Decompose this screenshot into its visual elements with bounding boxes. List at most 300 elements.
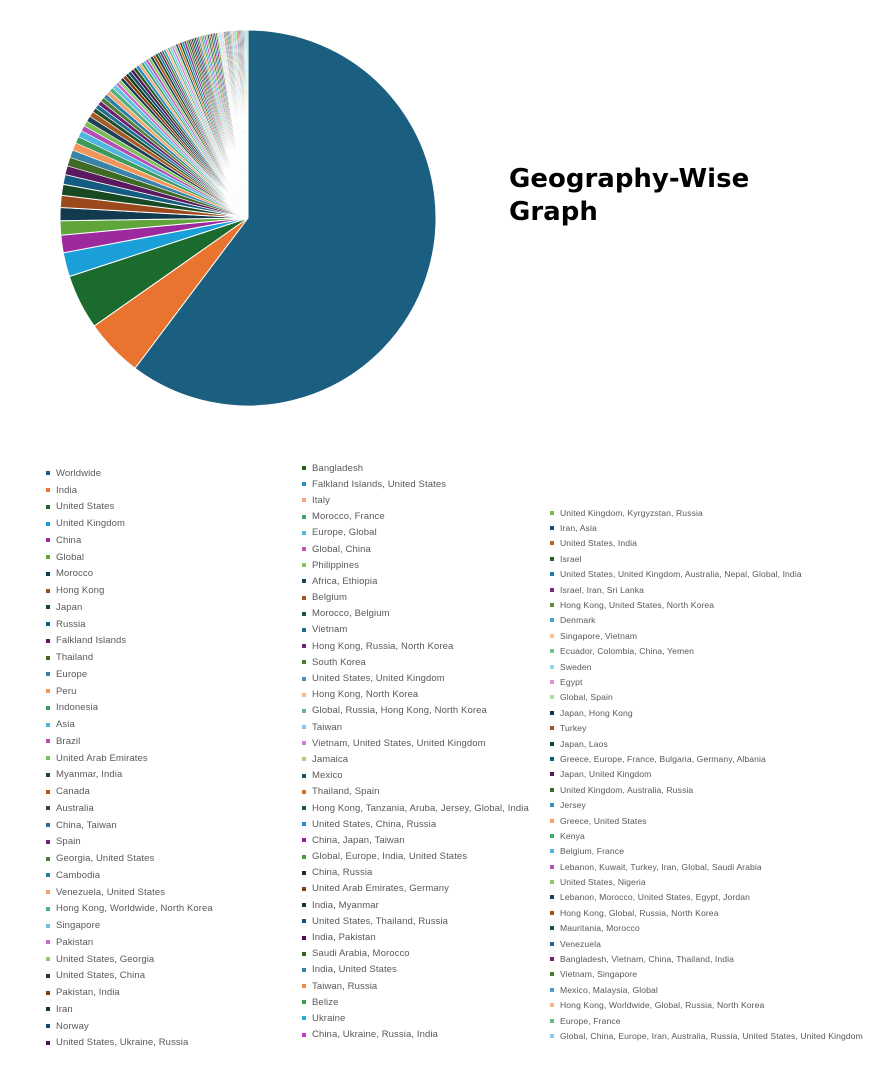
legend-item: [46, 750, 213, 767]
legend-label: Global, Spain: [560, 692, 613, 703]
legend-item: [550, 644, 863, 659]
legend-label: Vietnam, United States, United Kingdom: [312, 737, 486, 749]
legend-swatch: [302, 693, 306, 697]
legend-item: [46, 482, 213, 499]
legend-swatch: [550, 957, 554, 961]
legend-label: Cambodia: [56, 869, 101, 881]
legend-item: [550, 690, 863, 705]
legend-swatch: [302, 757, 306, 761]
legend-item: [46, 666, 213, 683]
legend-item: [46, 465, 213, 482]
legend-swatch: [302, 677, 306, 681]
legend-item: [302, 541, 529, 557]
legend-label: Lebanon, Morocco, United States, Egypt, Jordan: [560, 892, 750, 903]
legend-swatch: [46, 1007, 50, 1011]
legend-label: Norway: [56, 1020, 89, 1032]
legend-label: Mexico: [312, 770, 343, 782]
legend-label: Hong Kong: [56, 585, 105, 597]
legend-item: [302, 703, 529, 719]
legend-swatch: [46, 505, 50, 509]
legend-label: United States, United Kingdom, Australia, Nepal, Global, India: [560, 569, 802, 580]
legend-item: [46, 582, 213, 599]
legend-swatch: [46, 957, 50, 961]
legend-item: [302, 994, 529, 1010]
legend-swatch: [550, 788, 554, 792]
legend-swatch: [550, 1003, 554, 1007]
legend-swatch: [302, 838, 306, 842]
legend-swatch: [550, 695, 554, 699]
legend-swatch: [302, 919, 306, 923]
legend-label: Europe, France: [560, 1015, 621, 1026]
legend-swatch: [302, 1000, 306, 1004]
legend-label: Italy: [312, 494, 330, 506]
legend-label: Belgium, France: [560, 846, 625, 857]
legend-label: United Kingdom, Australia, Russia: [560, 784, 694, 795]
legend-item: [550, 520, 863, 535]
legend-swatch: [302, 855, 306, 859]
legend-item: [302, 768, 529, 784]
legend-item: [550, 782, 863, 797]
legend-swatch: [46, 940, 50, 944]
legend-item: [46, 700, 213, 717]
legend-swatch: [550, 588, 554, 592]
legend-label: United States: [56, 501, 115, 513]
legend-swatch: [302, 660, 306, 664]
legend-label: Greece, United States: [560, 815, 647, 826]
legend-label: Hong Kong, Worldwide, Global, Russia, North Korea: [560, 1000, 765, 1011]
legend-label: Jamaica: [312, 753, 349, 765]
legend-item: [550, 982, 863, 997]
legend-swatch: [550, 988, 554, 992]
legend-label: United States, India: [560, 538, 638, 549]
legend-item: [302, 719, 529, 735]
legend-label: China, Taiwan: [56, 819, 117, 831]
legend-item: [550, 890, 863, 905]
legend-swatch: [550, 665, 554, 669]
legend-label: Morocco: [56, 568, 94, 580]
legend-swatch: [550, 865, 554, 869]
legend-item: [302, 913, 529, 929]
legend-item: [302, 929, 529, 945]
legend-item: [550, 597, 863, 612]
legend-swatch: [302, 1016, 306, 1020]
legend-label: United States, China, Russia: [312, 818, 437, 830]
legend-swatch: [302, 822, 306, 826]
legend-item: [46, 1018, 213, 1035]
legend-item: [302, 492, 529, 508]
legend-swatch: [550, 526, 554, 530]
legend-item: [302, 687, 529, 703]
legend-item: [550, 720, 863, 735]
legend-label: Thailand, Spain: [312, 786, 380, 798]
legend-label: Iran: [56, 1003, 73, 1015]
legend-label: Morocco, France: [312, 511, 385, 523]
legend-label: Brazil: [56, 735, 81, 747]
legend-item: [46, 649, 213, 666]
legend-item: [550, 536, 863, 551]
legend-label: Canada: [56, 786, 90, 798]
legend-label: Pakistan, India: [56, 987, 120, 999]
legend-swatch: [550, 772, 554, 776]
legend-item: [46, 800, 213, 817]
legend-swatch: [550, 711, 554, 715]
legend-label: India, United States: [312, 964, 397, 976]
legend-label: Mauritania, Morocco: [560, 923, 640, 934]
legend-item: [302, 946, 529, 962]
legend-label: Australia: [56, 802, 94, 814]
legend-label: Spain: [56, 836, 81, 848]
legend-item: [550, 828, 863, 843]
legend-label: Egypt: [560, 676, 583, 687]
legend-label: Mexico, Malaysia, Global: [560, 984, 658, 995]
legend-item: [550, 874, 863, 889]
legend-item: [550, 936, 863, 951]
legend-item: [302, 784, 529, 800]
legend-swatch: [46, 538, 50, 542]
legend-item: [46, 901, 213, 918]
legend-swatch: [550, 603, 554, 607]
legend-label: Global, China: [312, 543, 371, 555]
legend-label: Kenya: [560, 830, 585, 841]
legend-label: Jersey: [560, 800, 586, 811]
legend-item: [46, 566, 213, 583]
legend-swatch: [550, 757, 554, 761]
legend-label: United States, Nigeria: [560, 877, 646, 888]
legend-swatch: [46, 823, 50, 827]
legend-swatch: [302, 725, 306, 729]
legend-swatch: [46, 488, 50, 492]
legend-label: Worldwide: [56, 467, 102, 479]
legend-label: United States, Ukraine, Russia: [56, 1037, 189, 1049]
legend-swatch: [550, 680, 554, 684]
legend-swatch: [302, 871, 306, 875]
legend-label: United States, United Kingdom: [312, 673, 445, 685]
legend-label: Georgia, United States: [56, 853, 155, 865]
legend-label: Indonesia: [56, 702, 99, 714]
legend-swatch: [302, 968, 306, 972]
legend-swatch: [46, 471, 50, 475]
legend-label: Falkland Islands: [56, 635, 127, 647]
legend-label: United States, Georgia: [56, 953, 155, 965]
legend-item: [46, 951, 213, 968]
legend-swatch: [302, 903, 306, 907]
legend-swatch: [302, 515, 306, 519]
legend-item: [302, 897, 529, 913]
legend-label: China, Ukraine, Russia, India: [312, 1029, 438, 1041]
legend-label: Hong Kong, Russia, North Korea: [312, 640, 454, 652]
legend-label: Japan, United Kingdom: [560, 769, 652, 780]
legend-label: India, Myanmar: [312, 899, 379, 911]
legend-label: Africa, Ethiopia: [312, 575, 378, 587]
legend-swatch: [302, 790, 306, 794]
legend-item: [550, 751, 863, 766]
legend-item: [302, 460, 529, 476]
legend-label: Singapore, Vietnam: [560, 630, 638, 641]
legend-item: [550, 736, 863, 751]
legend-swatch: [46, 907, 50, 911]
legend-item: [550, 582, 863, 597]
legend-swatch: [302, 806, 306, 810]
legend-item: [302, 654, 529, 670]
legend-item: [46, 499, 213, 516]
legend-label: United Kingdom: [56, 518, 125, 530]
legend-item: [550, 859, 863, 874]
legend-item: [302, 881, 529, 897]
legend-label: Peru: [56, 685, 77, 697]
chart-title: Geography-Wise Graph: [509, 164, 750, 227]
legend-swatch: [302, 482, 306, 486]
legend-label: Singapore: [56, 920, 101, 932]
legend-item: [550, 567, 863, 582]
legend-item: [550, 628, 863, 643]
legend-item: [550, 905, 863, 920]
legend-swatch: [46, 689, 50, 693]
legend-swatch: [550, 819, 554, 823]
legend-label: United Arab Emirates, Germany: [312, 883, 450, 895]
legend-swatch: [550, 834, 554, 838]
legend-swatch: [550, 634, 554, 638]
legend-label: Hong Kong, Worldwide, North Korea: [56, 903, 213, 915]
legend-swatch: [46, 555, 50, 559]
legend-label: Venezuela, United States: [56, 886, 166, 898]
legend-swatch: [46, 605, 50, 609]
legend-label: United Kingdom, Kyrgyzstan, Russia: [560, 507, 703, 518]
legend-item: [46, 716, 213, 733]
legend-item: [550, 659, 863, 674]
legend-swatch: [550, 618, 554, 622]
legend-swatch: [550, 742, 554, 746]
legend-swatch: [302, 774, 306, 778]
legend-swatch: [46, 723, 50, 727]
legend-item: [302, 816, 529, 832]
legend-item: [46, 917, 213, 934]
legend-swatch: [302, 709, 306, 713]
legend-swatch: [550, 942, 554, 946]
legend-swatch: [46, 1041, 50, 1045]
legend-label: Sweden: [560, 661, 592, 672]
legend-label: Ecuador, Colombia, China, Yemen: [560, 646, 694, 657]
legend-label: India, Pakistan: [312, 932, 376, 944]
legend-swatch: [302, 498, 306, 502]
legend-item: [46, 934, 213, 951]
legend-item: [46, 515, 213, 532]
legend-swatch: [46, 773, 50, 777]
legend-item: [302, 606, 529, 622]
legend-label: Myanmar, India: [56, 769, 123, 781]
legend-swatch: [550, 972, 554, 976]
legend-label: Bangladesh: [312, 462, 364, 474]
legend-swatch: [46, 974, 50, 978]
legend-label: China, Japan, Taiwan: [312, 834, 405, 846]
legend-label: Falkland Islands, United States: [312, 478, 447, 490]
legend-label: Taiwan: [312, 721, 343, 733]
legend-swatch: [302, 741, 306, 745]
legend-swatch: [550, 849, 554, 853]
legend-swatch: [302, 466, 306, 470]
legend-item: [302, 525, 529, 541]
legend-swatch: [550, 557, 554, 561]
legend-item: [46, 968, 213, 985]
legend-swatch: [302, 984, 306, 988]
legend-item: [302, 751, 529, 767]
legend-label: Hong Kong, Global, Russia, North Korea: [560, 907, 719, 918]
legend-label: United States, Thailand, Russia: [312, 915, 448, 927]
legend-label: India: [56, 484, 78, 496]
legend-item: [302, 557, 529, 573]
legend-swatch: [46, 672, 50, 676]
legend-swatch: [302, 936, 306, 940]
legend-swatch: [550, 649, 554, 653]
legend-label: Belgium: [312, 592, 348, 604]
legend-item: [550, 921, 863, 936]
legend-label: Hong Kong, United States, North Korea: [560, 600, 715, 611]
legend-column-2: [302, 460, 529, 1043]
legend-swatch: [302, 563, 306, 567]
legend-item: [46, 733, 213, 750]
legend-label: Europe, Global: [312, 527, 377, 539]
legend-swatch: [550, 511, 554, 515]
legend-swatch: [550, 1034, 554, 1038]
legend-item: [302, 573, 529, 589]
legend-label: Venezuela: [560, 938, 602, 949]
legend-swatch: [550, 895, 554, 899]
legend-item: [46, 633, 213, 650]
legend-item: [550, 998, 863, 1013]
legend-item: [550, 844, 863, 859]
legend-swatch: [302, 612, 306, 616]
legend-label: United Arab Emirates: [56, 752, 148, 764]
legend-item: [46, 616, 213, 633]
legend-swatch: [46, 991, 50, 995]
legend-item: [550, 505, 863, 520]
legend-label: Iran, Asia: [560, 523, 597, 534]
legend-label: Asia: [56, 719, 75, 731]
legend-label: Vietnam, Singapore: [560, 969, 638, 980]
legend-swatch: [302, 1033, 306, 1037]
legend-label: Europe: [56, 668, 88, 680]
legend-item: [550, 674, 863, 689]
legend-label: Pakistan: [56, 936, 94, 948]
legend-item: [46, 783, 213, 800]
legend-swatch: [46, 857, 50, 861]
legend-label: Japan: [56, 601, 83, 613]
legend-swatch: [46, 756, 50, 760]
legend-swatch: [302, 547, 306, 551]
legend-item: [550, 551, 863, 566]
legend-label: Russia: [56, 618, 86, 630]
legend-swatch: [46, 1024, 50, 1028]
legend-swatch: [550, 1019, 554, 1023]
legend-label: Turkey: [560, 723, 587, 734]
legend-item: [302, 670, 529, 686]
legend-swatch: [302, 596, 306, 600]
legend-item: [550, 797, 863, 812]
legend-swatch: [46, 622, 50, 626]
legend-swatch: [550, 926, 554, 930]
legend-item: [302, 849, 529, 865]
legend-item: [302, 476, 529, 492]
legend-item: [46, 884, 213, 901]
legend-item: [550, 967, 863, 982]
legend-item: [46, 549, 213, 566]
legend-label: Philippines: [312, 559, 360, 571]
legend-label: Japan, Laos: [560, 738, 608, 749]
legend-swatch: [46, 840, 50, 844]
legend-label: Israel: [560, 553, 582, 564]
legend-swatch: [46, 739, 50, 743]
legend-label: Thailand: [56, 652, 94, 664]
legend-item: [46, 532, 213, 549]
legend-swatch: [550, 880, 554, 884]
legend-label: South Korea: [312, 656, 366, 668]
legend-label: Belize: [312, 996, 339, 1008]
legend-item: [46, 984, 213, 1001]
legend-swatch: [46, 589, 50, 593]
legend-swatch: [46, 873, 50, 877]
legend-column-3: [550, 505, 863, 1044]
legend-swatch: [46, 656, 50, 660]
legend-swatch: [46, 890, 50, 894]
legend-item: [46, 1001, 213, 1018]
legend-swatch: [550, 803, 554, 807]
legend-label: Vietnam: [312, 624, 348, 636]
legend-item: [302, 832, 529, 848]
legend-label: Israel, Iran, Sri Lanka: [560, 584, 644, 595]
legend-label: Global, Russia, Hong Kong, North Korea: [312, 705, 487, 717]
legend-swatch: [46, 572, 50, 576]
legend-label: Greece, Europe, France, Bulgaria, Germany, Albania: [560, 753, 766, 764]
legend-item: [550, 813, 863, 828]
legend-label: Morocco, Belgium: [312, 608, 390, 620]
legend-item: [550, 705, 863, 720]
legend-label: Bangladesh, Vietnam, China, Thailand, India: [560, 954, 735, 965]
legend-swatch: [302, 628, 306, 632]
legend-item: [302, 638, 529, 654]
legend-item: [302, 509, 529, 525]
legend-item: [302, 735, 529, 751]
legend-item: [46, 850, 213, 867]
legend-swatch: [302, 644, 306, 648]
legend-label: Global, China, Europe, Iran, Australia, Russia, United States, United Kingdom: [560, 1030, 863, 1041]
legend-item: [550, 767, 863, 782]
legend-item: [550, 1028, 863, 1043]
legend-item: [302, 800, 529, 816]
legend-item: [302, 590, 529, 606]
legend-label: Denmark: [560, 615, 596, 626]
legend-swatch: [46, 706, 50, 710]
legend-item: [46, 1035, 213, 1052]
legend-item: [550, 1013, 863, 1028]
legend-swatch: [46, 924, 50, 928]
legend-label: Global, Europe, India, United States: [312, 851, 468, 863]
legend-item: [302, 978, 529, 994]
legend-swatch: [46, 522, 50, 526]
legend-item: [46, 767, 213, 784]
legend-label: United States, China: [56, 970, 146, 982]
legend-label: Saudi Arabia, Morocco: [312, 948, 410, 960]
legend-item: [302, 1010, 529, 1026]
legend-label: Hong Kong, North Korea: [312, 689, 419, 701]
legend-swatch: [550, 541, 554, 545]
legend-item: [46, 817, 213, 834]
legend-item: [302, 865, 529, 881]
legend-column-1: [46, 465, 213, 1051]
legend-item: [302, 622, 529, 638]
legend-swatch: [46, 806, 50, 810]
legend-swatch: [46, 790, 50, 794]
legend-swatch: [302, 579, 306, 583]
legend-item: [302, 1027, 529, 1043]
